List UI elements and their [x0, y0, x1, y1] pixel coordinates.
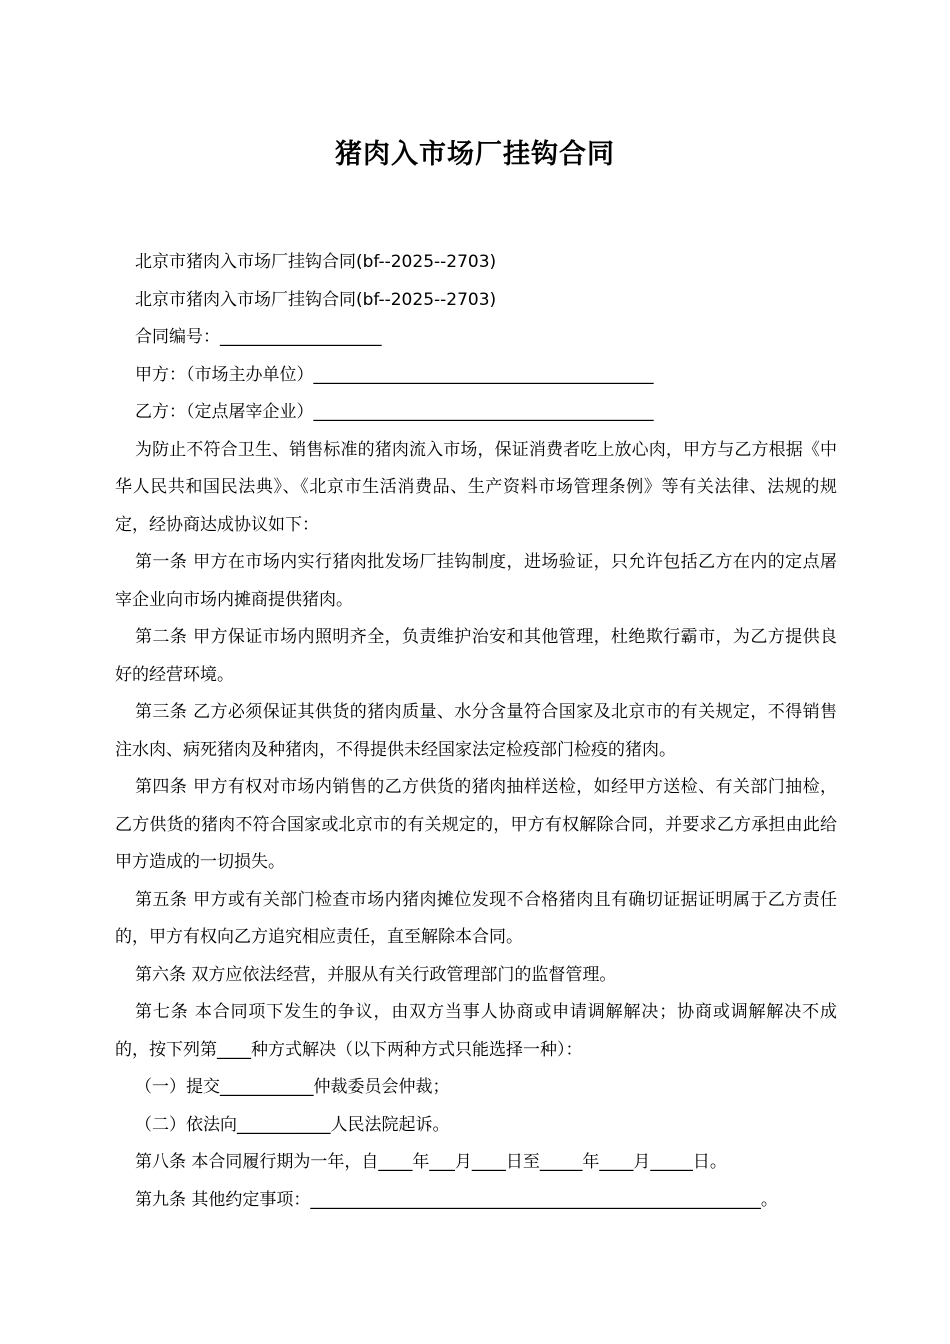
- party-b-line: 乙方：（定点屠宰企业）________________________________________: [135, 402, 654, 422]
- article-2: 第二条 甲方保证市场内照明齐全，负责维护治安和其他管理，杜绝欺行霸市，为乙方提供良好的经营环境。: [115, 627, 837, 685]
- article-5: 第五条 甲方或有关部门检查市场内猪肉摊位发现不合格猪肉且有确切证据证明属于乙方责任的，甲方有权向乙方追究相应责任，直至解除本合同。: [115, 889, 837, 947]
- paragraph-heading-1: 北京市猪肉入市场厂挂钩合同(bf--2025--2703): [135, 252, 497, 272]
- document-title: 猪肉入市场厂挂钩合同: [335, 139, 615, 170]
- article-4: 第四条 甲方有权对市场内销售的乙方供货的猪肉抽样送检，如经甲方送检、有关部门抽检，乙方供货的猪肉不符合国家或北京市的有关规定的，甲方有权解除合同，并要求乙方承担由此给甲方造成的一切损失。: [115, 777, 837, 872]
- document-body: [115, 244, 837, 1219]
- contract-number-line: 合同编号：___________________: [135, 327, 382, 347]
- article-7-option-2: （二）依法向___________人民法院起诉。: [135, 1114, 450, 1135]
- party-a-line: 甲方：（市场主办单位）________________________________________: [135, 364, 654, 385]
- article-7-option-1: （一）提交___________仲裁委员会仲裁；: [135, 1077, 450, 1097]
- article-8: 第八条 本合同履行期为一年，自____年___月____日至_____年____月_____日。: [135, 1152, 727, 1172]
- article-7: 第七条 本合同项下发生的争议，由双方当事人协商或申请调解解决；协商或调解解决不成的，按下列第____种方式解决（以下两种方式只能选择一种）：: [115, 1002, 837, 1060]
- article-6: 第六条 双方应依法经营，并服从有关行政管理部门的监督管理。: [135, 964, 617, 985]
- article-1: 第一条 甲方在市场内实行猪肉批发场厂挂钩制度，进场验证，只允许包括乙方在内的定点屠宰企业向市场内摊商提供猪肉。: [115, 552, 837, 610]
- paragraph-heading-2: 北京市猪肉入市场厂挂钩合同(bf--2025--2703): [135, 289, 497, 310]
- preamble-paragraph: 为防止不符合卫生、销售标准的猪肉流入市场，保证消费者吃上放心肉，甲方与乙方根据《中华人民共和国民法典》、《北京市生活消费品、生产资料市场管理条例》等有关法律、法规的规定，经协商达成协议如下：: [115, 439, 837, 535]
- article-3: 第三条 乙方必须保证其供货的猪肉质量、水分含量符合国家及北京市的有关规定，不得销售注水肉、病死猪肉及种猪肉，不得提供未经国家法定检疫部门检疫的猪肉。: [115, 702, 837, 760]
- article-9: 第九条 其他约定事项：_____________________________________________________。: [135, 1189, 778, 1210]
